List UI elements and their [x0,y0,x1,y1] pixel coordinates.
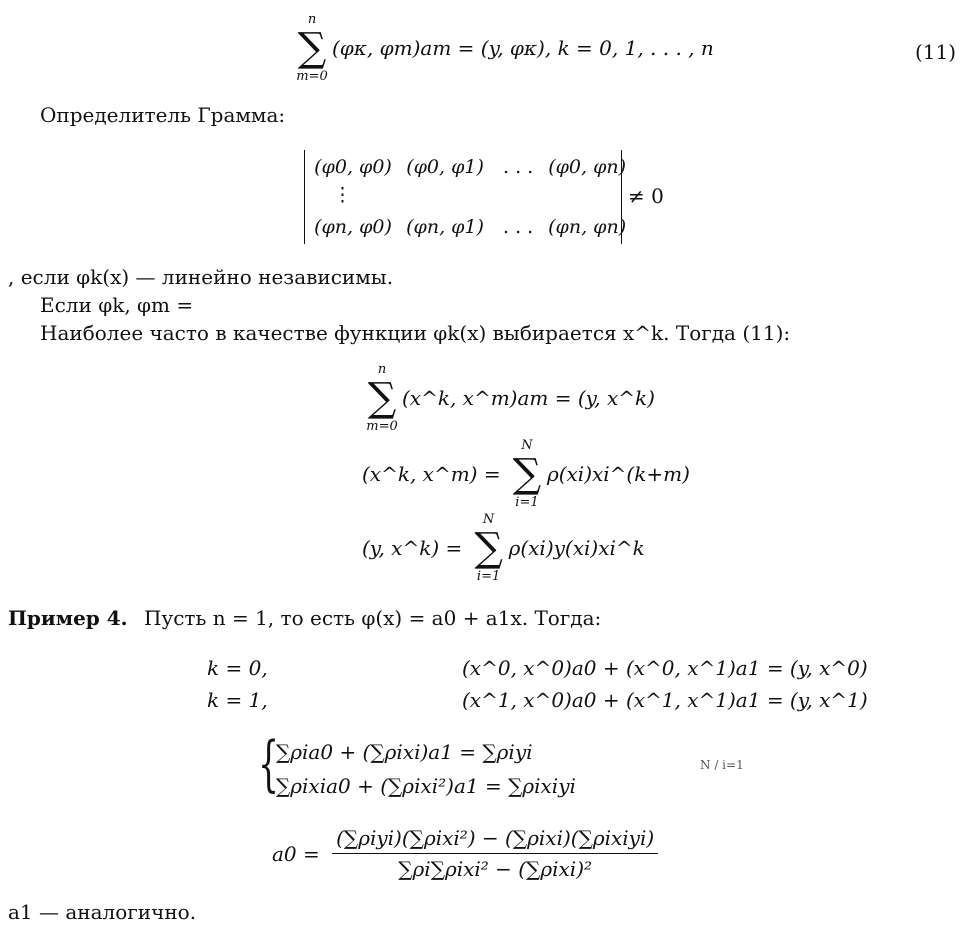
sum-lower-limit: m=0 [366,419,398,434]
determinant-relation: ≠ 0 [628,184,664,208]
determinant-row-3 [313,216,629,238]
sum-lower-limit: m=0 [296,69,328,84]
system-line-2: ∑ρixia0 + (∑ρixi²)a1 = ∑ρixiyi [276,774,576,798]
sum-symbol: n ∑ m=0 [362,378,402,418]
sum-symbol: N ∑ i=1 [469,528,509,568]
equation-power-1 [362,362,655,434]
sum-symbol: n ∑ m=0 [292,28,332,68]
equation-power-2 [362,438,690,510]
sum-upper-limit: n [377,362,387,377]
sum-upper-limit: N [521,438,533,453]
sum-lower-limit: i=1 [476,569,501,584]
cell: (φn, φ1) [406,216,484,238]
cell: (φ0, φ1) [406,156,484,178]
case-k0-equation: (x^0, x^0)a0 + (x^0, x^1)a1 = (y, x^0) [462,656,868,680]
a0-formula [272,826,658,881]
case-k1-equation: (x^1, x^0)a0 + (x^1, x^1)a1 = (y, x^1) [462,688,868,712]
cell: (φ0, φ0) [314,156,392,178]
a0-fraction [332,826,658,881]
a1-line: a1 — аналогично. [8,900,197,924]
a0-denominator: ∑ρi∑ρixi² − (∑ρixi)² [398,857,593,881]
example-4 [8,606,601,630]
determinant-row-2 [333,184,352,206]
equation-power-3 [362,512,645,584]
equation-body: ρ(xi)xi^(k+m) [546,462,690,486]
sum-symbol: N ∑ i=1 [507,454,547,494]
case-k1-label: k = 1, [207,688,268,712]
example-label: Пример 4. [8,606,128,630]
equation-body: (x^k, x^m)am = (y, x^k) [402,386,655,410]
vertical-dots: ⋮ [333,184,352,206]
system-sum-limits: N / i=1 [700,758,744,772]
cell: (φn, φ0) [314,216,392,238]
text-line-independent: , если φk(x) — линейно независимы. [8,265,394,289]
cell: . . . [502,216,534,238]
a0-numerator: (∑ρiyi)(∑ρixi²) − (∑ρixi)(∑ρixiyi) [332,826,658,854]
system-line-1: ∑ρiа0 + (∑ρixi)a1 = ∑ρiyi [276,740,533,764]
cell: (φ0, φn) [548,156,627,178]
equation-body: ρ(xi)y(xi)xi^k [508,536,645,560]
gram-title: Определитель Грамма: [40,103,286,127]
equation-11 [292,12,714,84]
sum-lower-limit: i=1 [515,495,539,510]
equation-number: (11) [915,40,957,64]
sum-upper-limit: n [307,12,317,27]
left-brace: { [258,729,280,799]
equation-lhs: (y, x^k) = [362,536,463,560]
determinant-row-1 [313,156,629,178]
equation-body: (φκ, φm)am = (y, φκ), k = 0, 1, . . . , n [332,36,714,60]
equation-lhs: (x^k, x^m) = [362,462,501,486]
cell: (φn, φn) [548,216,627,238]
a0-lhs: a0 = [272,841,320,866]
cell: . . . [502,156,534,178]
example-text: Пусть n = 1, то есть φ(x) = a0 + a1x. Тогда: [144,606,602,630]
sum-upper-limit: N [482,512,495,527]
case-k0-label: k = 0, [207,656,268,680]
text-line-if: Если φk, φm = [40,293,194,317]
gram-determinant [304,150,627,244]
text-line-often: Наиболее часто в качестве функции φk(x) выбирается x^k. Тогда (11): [40,321,791,345]
